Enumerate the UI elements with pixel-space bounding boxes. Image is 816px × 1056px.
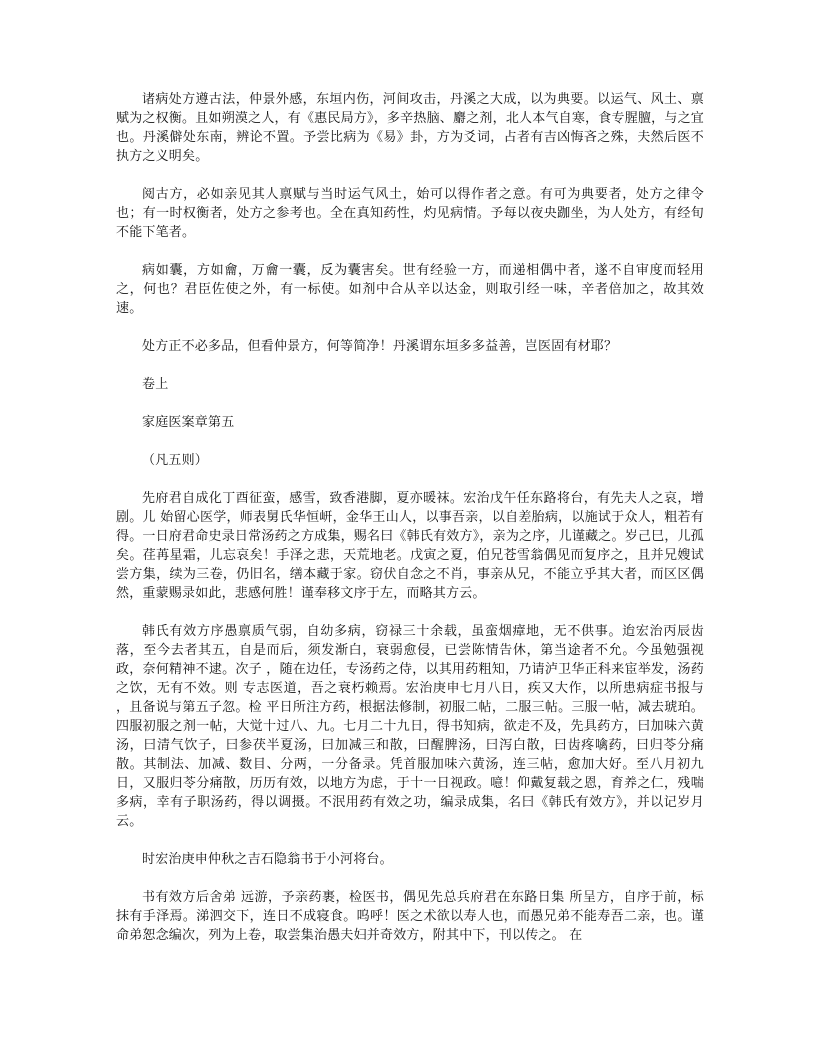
paragraph-prescription-brevity: 处方正不必多品，但看仲景方，何等简净！丹溪谓东垣多多益善，岂医固有材耶？ (142, 339, 618, 354)
paragraph-prescription-principles: 诸病处方遵古法，仲景外感，东垣内伤，河间攻击，丹溪之大成，以为典要。以运气、风土、禀赋为之权衡。且如朔漠之人，有《惠民局方》，多辛热脑、麝之剂，北人本气自寒，食专腥膻，与之宜也。丹溪僻处东南，辨论不置。予尝比病为《易》卦，方为爻词，占者有吉凶悔吝之殊，夫然后医不执方之义明矣。 (116, 92, 704, 164)
paragraph-reading-ancient-formulas: 阅古方，必如亲见其人禀赋与当时运气风土，始可以得作者之意。有可为典要者，处方之律令也；有一时权衡者，处方之参考也。全在真知药性，灼见病情。予每以夜央跏坐，为人处方，有经旬不能下笔者。 (116, 187, 704, 240)
volume-heading: 卷上 (142, 377, 169, 392)
paragraph-postscript: 书有效方后舍弟 远游，予亲药裹，检医书，偶见先总兵府君在东路日集 所呈方，自序于前，标抹有手泽焉。涕泗交下，连日不成寝食。呜呼！医之术欲以寿人也，而愚兄弟不能寿吾二亲，也。谨命弟恕念编次，列为上卷，取尝集治愚夫妇并奇效方，附其中下，刊以传之。 在 (116, 890, 704, 943)
paragraph-family-history: 先府君自成化丁酉征蛮，感雪，致香港脚，夏亦暖袜。宏治戊午任东路将台，有先夫人之哀，增剧。儿 始留心医学，师表舅氏华恒岍，金华王山人，以事吾亲，以自差胎病，以施试于众人，粗若有得。一日府君命史录日常汤药之方成集，赐名曰《韩氏有效方》，亲为之序，儿谨藏之。岁己巳，儿孤矣。荏苒星霜，儿忘哀矣！手泽之悲，天荒地老。戊寅之夏，伯兄苍雪翁偶见而复序之，且并兄嫂试尝方集，续为三卷，仍旧名，缮本藏于家。窃伏自念之不肖，事亲从兄，不能立乎其大者，而区区偶然，重蒙赐录如此，悲感何胜！谨奉移文序于左，而略其方云。 (116, 491, 704, 601)
chapter-note: （凡五则） (142, 453, 209, 468)
document-page (116, 90, 704, 964)
chapter-heading: 家庭医案章第五 (142, 415, 235, 430)
paragraph-colophon: 时宏治庚申仲秋之吉石隐翁书于小河将台。 (142, 852, 393, 867)
paragraph-han-effective-formulas-preface: 韩氏有效方序愚禀质气弱，自幼多病，窃禄三十余载，虽蛮烟瘴地，无不供事。迨宏治丙辰齿落，至今去者其五，自是而后，须发渐白，衰弱愈侵，已尝陈情告休，第当途者不允。今虽勉强视政，奈何精神不逮。次子 ，随在边任，专汤药之侍，以其用药粗知，乃请泸卫华正科来宦举发，汤药之饮，无有不效。则 专志医道，吾之衰朽赖焉。宏治庚申七月八日，疾又大作，以所患病症书报与 ，且备说与第五子忽。检 平日所注方药，根据法修制，初服二帖，二服三帖。三服一帖，减去琥珀。四服初服之剂一帖，大觉十过八、九。七月二十九日，得书知病，欲走不及，先具药方，曰加味六黄汤，曰清气饮子，曰参茯半夏汤，曰加减三和散，曰醒脾汤，曰泻白散，曰齿疼噙药，曰归苓分痛散。其制法、加减、数目、分两，一分备录。凭首服加味六黄汤，连三帖，愈加大好。至八月初九日，又服归苓分痛散，历历有效，以地方为虑，于十一日视政。噫！仰戴复载之恩，育养之仁，残喘多病，幸有子职汤药，得以调摄。不泯用药有效之功，编录成集，名曰《韩氏有效方》，并以记岁月云。 (116, 624, 704, 829)
paragraph-bag-and-flute-analogy: 病如囊，方如龠，万龠一囊，反为囊害矣。世有经验一方，而递相偶中者，遂不自审度而轻用之，何也？君臣佐使之外，有一标使。如剂中合从辛以达金，则取引经一味，辛者倍加之，故其效速。 (116, 263, 704, 316)
